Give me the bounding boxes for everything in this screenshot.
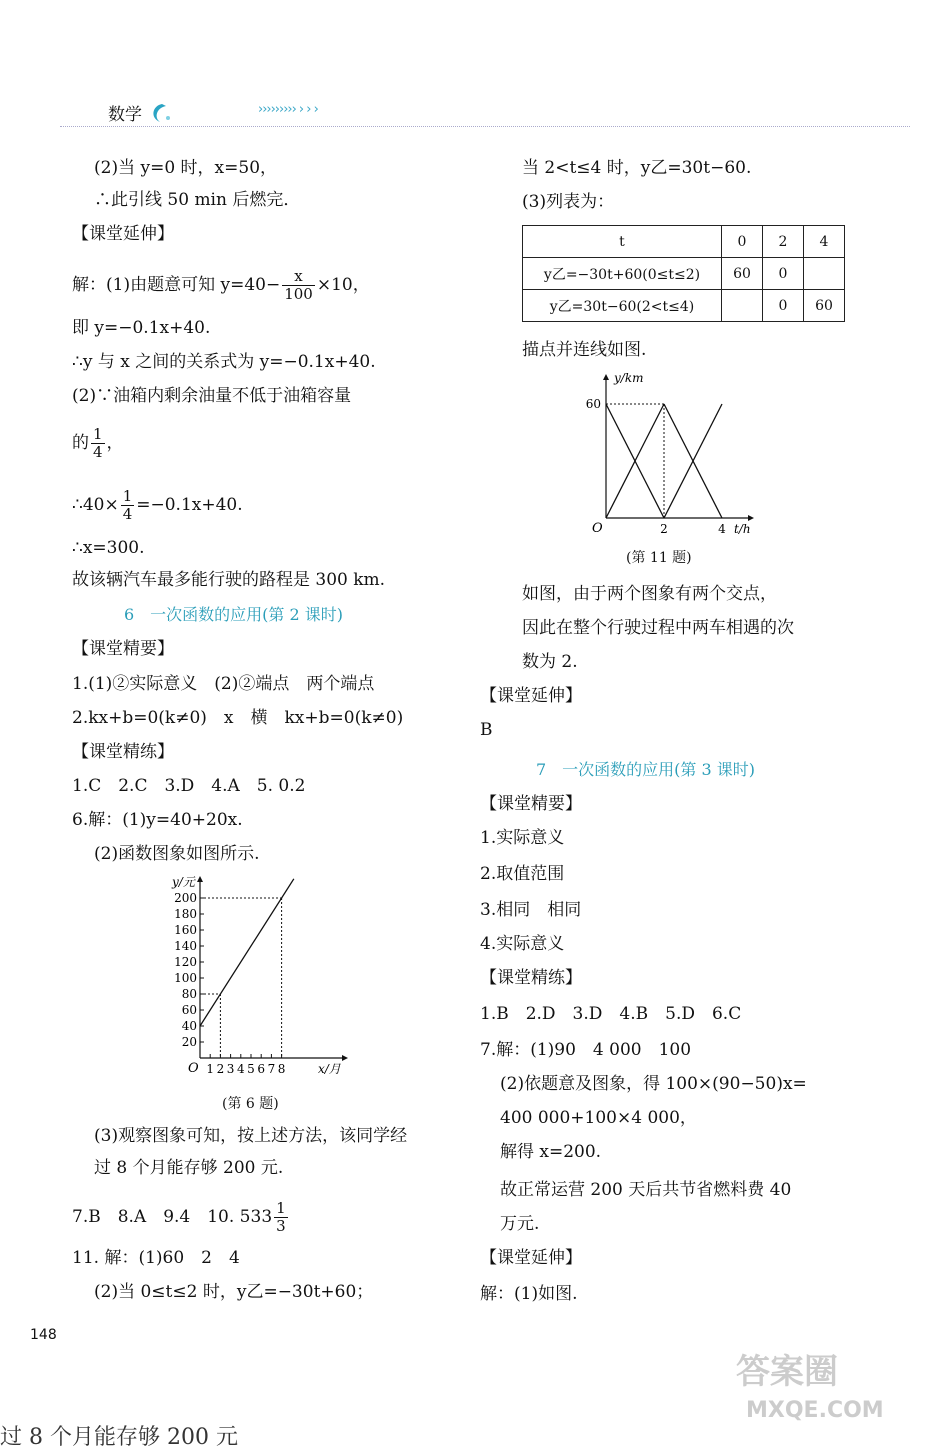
- y-tick-label: 60: [585, 397, 601, 411]
- answer-line: 7.B 8.A 9.4 10. 533 $\frac{1}{3}$: [72, 1199, 286, 1235]
- table-cell: 0: [763, 290, 804, 322]
- x-tick-label: 6: [257, 1062, 266, 1076]
- answer-line: 4.实际意义: [480, 934, 565, 954]
- table-row: [523, 258, 845, 290]
- answer-line: 3.相同 相同: [480, 900, 582, 920]
- x-tick-label: 7: [267, 1062, 276, 1076]
- answer-line: 描点并连线如图.: [522, 340, 647, 360]
- value-table: [522, 225, 845, 322]
- answer-line: ∴40× $\frac{1}{4}$ =−0.1x+40.: [72, 487, 243, 523]
- answer-line: 1.(1)②实际意义 (2)②端点 两个端点: [72, 674, 375, 694]
- y-tick-label: 200: [174, 891, 197, 905]
- answer-line: 11. 解：(1)60 2 4: [72, 1248, 240, 1268]
- page-number: 148: [30, 1327, 57, 1343]
- x-tick-label: 2: [216, 1062, 225, 1076]
- table-cell: 2: [763, 226, 804, 258]
- table-cell: [722, 290, 763, 322]
- table-cell: 60: [804, 290, 845, 322]
- x-tick-label: 4: [236, 1062, 245, 1076]
- table-cell: 4: [804, 226, 845, 258]
- x-tick-label: 8: [277, 1062, 286, 1076]
- answer-line: 1.B 2.D 3.D 4.B 5.D 6.C: [480, 1004, 742, 1024]
- answer-line: (3)观察图象可知，按上述方法，该同学经: [94, 1126, 408, 1146]
- lesson-title: 6 一次函数的应用(第 2 课时): [124, 605, 344, 624]
- answer-line: (2)函数图象如图所示.: [94, 844, 260, 864]
- x-axis-label: x/月: [318, 1062, 341, 1076]
- y-tick-label: 20: [181, 1035, 197, 1049]
- y-tick-label: 100: [174, 971, 197, 985]
- figure-11-chart: [582, 366, 762, 538]
- x-axis-arrow: [748, 515, 754, 521]
- table-cell: t: [523, 226, 722, 258]
- figure-6-chart: [160, 868, 360, 1078]
- table-cell: y乙=30t−60(2<t≤4): [523, 290, 722, 322]
- swoosh-icon: [148, 102, 174, 124]
- y-tick-label: 180: [174, 907, 197, 921]
- table-cell: [804, 258, 845, 290]
- answer-line: 当 2<t≤4 时，y乙=30t−60.: [522, 158, 752, 178]
- answer-line: 过 8 个月能存够 200 元.: [94, 1158, 284, 1178]
- section-heading: 【课堂精练】: [480, 968, 582, 988]
- subject-label: 数学: [108, 105, 142, 125]
- y-tick-label: 80: [181, 987, 197, 1001]
- y-tick-label: 140: [174, 939, 197, 953]
- answer-line: 2.取值范围: [480, 864, 565, 884]
- fraction: $\frac{x}{100}$: [284, 267, 313, 303]
- answer-line: 即 y=−0.1x+40.: [72, 318, 211, 338]
- answer-line: 解：(1)由题意可知 y=40− $\frac{x}{100}$ ×10，: [72, 267, 370, 303]
- fraction: $\frac{1}{4}$: [122, 487, 133, 523]
- section-heading: 【课堂精要】: [72, 639, 174, 659]
- page-header: [60, 92, 910, 132]
- watermark-logo: [716, 1345, 916, 1425]
- table-cell: 60: [722, 258, 763, 290]
- origin-label: O: [592, 521, 603, 536]
- y-axis-label: y/元: [172, 875, 195, 889]
- answer-line: 1.实际意义: [480, 828, 565, 848]
- answer-line: ∴y 与 x 之间的关系式为 y=−0.1x+40.: [72, 352, 376, 372]
- section-heading: 【课堂精要】: [480, 794, 582, 814]
- answer-line: 6.解：(1)y=40+20x.: [72, 810, 243, 830]
- answer-line: 的 $\frac{1}{4}$ ，: [72, 425, 124, 461]
- section-heading: 【课堂延伸】: [480, 1248, 582, 1268]
- x-axis-label: t/h: [734, 522, 751, 536]
- answer-line: (2)依题意及图象，得 100×(90−50)x=: [500, 1074, 807, 1094]
- x-tick-label: 3: [226, 1062, 235, 1076]
- fraction: $\frac{1}{3}$: [276, 1199, 286, 1235]
- header-chevrons: ››››››››› › › ›: [258, 102, 318, 117]
- answer-line: 400 000+100×4 000，: [500, 1108, 697, 1128]
- answer-line: 万元.: [500, 1214, 540, 1234]
- y-tick-label: 40: [181, 1019, 197, 1033]
- fraction: $\frac{1}{4}$: [93, 425, 103, 461]
- y-axis-label: y/km: [614, 371, 644, 385]
- y-tick-label: 160: [174, 923, 197, 937]
- answer-line: 7.解：(1)90 4 000 100: [480, 1040, 692, 1060]
- table-cell: 0: [722, 226, 763, 258]
- answer-line: 1.C 2.C 3.D 4.A 5. 0.2: [72, 776, 306, 796]
- table-row: [523, 290, 845, 322]
- header-divider: [60, 126, 910, 127]
- figure-caption: (第 11 题): [626, 550, 692, 566]
- answer-line: ∴x=300.: [72, 538, 145, 558]
- x-axis-arrow: [342, 1055, 348, 1061]
- answer-line: 数为 2.: [522, 652, 578, 672]
- figure-caption: (第 6 题): [222, 1096, 279, 1112]
- y-axis-arrow: [197, 876, 203, 882]
- section-heading: 【课堂精练】: [72, 742, 174, 762]
- answer-line: (2)∵油箱内剩余油量不低于油箱容量: [72, 386, 352, 406]
- table-row: [523, 226, 845, 258]
- answer-line: (2)当 y=0 时，x=50，: [94, 158, 278, 178]
- x-tick-label: 2: [660, 522, 668, 536]
- svg-text:MXQE.COM: MXQE.COM: [746, 1398, 884, 1423]
- table-cell: 0: [763, 258, 804, 290]
- x-tick-label: 5: [247, 1062, 255, 1076]
- answer-line: 解得 x=200.: [500, 1142, 602, 1162]
- cropped-next-line: 过 8 个月能存够 200 元: [0, 1425, 238, 1450]
- x-tick-label: 1: [206, 1062, 215, 1076]
- y-tick-label: 120: [174, 955, 197, 969]
- answer-line: ∴此引线 50 min 后燃完．: [94, 190, 301, 210]
- answer-line: (3)列表为：: [522, 192, 615, 212]
- answer-line: 因此在整个行驶过程中两车相遇的次: [522, 618, 794, 638]
- x-tick-label: 4: [718, 522, 726, 536]
- svg-text:答案圈: 答案圈: [736, 1352, 838, 1392]
- origin-label: O: [188, 1061, 199, 1076]
- section-heading: 【课堂延伸】: [480, 686, 582, 706]
- answer-line: 解：(1)如图.: [480, 1284, 578, 1304]
- y-tick-label: 60: [181, 1003, 197, 1017]
- answer-line: (2)当 0≤t≤2 时，y乙=−30t+60；: [94, 1282, 374, 1302]
- answer-line: 2.kx+b=0(k≠0) x 横 kx+b=0(k≠0): [72, 708, 404, 728]
- answer-line: 故该辆汽车最多能行驶的路程是 300 km.: [72, 570, 386, 590]
- section-heading: 【课堂延伸】: [72, 224, 174, 244]
- answer-line: 如图，由于两个图象有两个交点，: [522, 584, 777, 604]
- y-axis-arrow: [603, 374, 609, 380]
- series-line: [200, 879, 294, 1026]
- answer-line: B: [480, 720, 493, 740]
- answer-line: 故正常运营 200 天后共节省燃料费 40: [500, 1180, 792, 1200]
- table-cell: y乙=−30t+60(0≤t≤2): [523, 258, 722, 290]
- lesson-title: 7 一次函数的应用(第 3 课时): [536, 760, 756, 779]
